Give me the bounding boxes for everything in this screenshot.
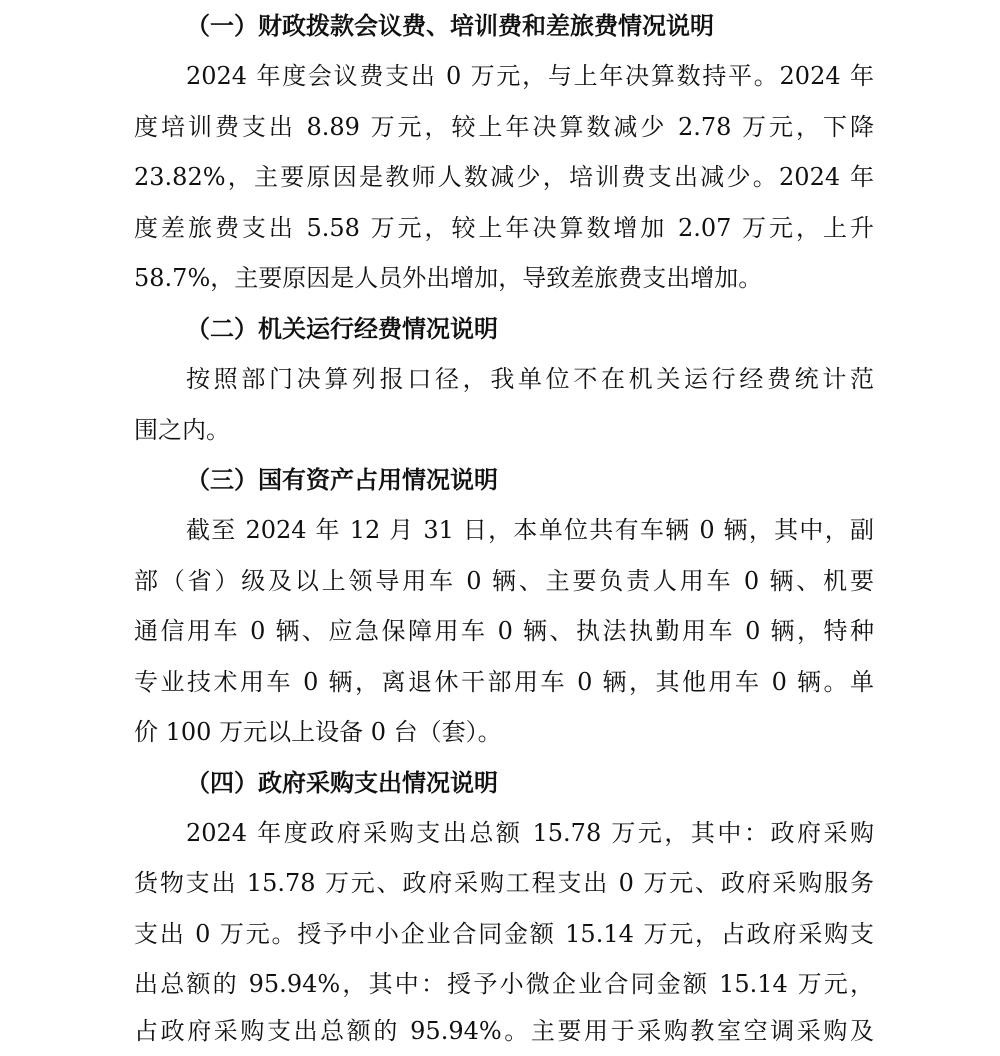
section-heading-4: （四）政府采购支出情况说明	[186, 768, 498, 797]
paragraph-line: 23.82%，主要原因是教师人数减少，培训费支出减少。2024 年	[134, 163, 874, 191]
paragraph-line: 价 100 万元以上设备 0 台（套）。	[134, 718, 502, 746]
paragraph-line: 度培训费支出 8.89 万元，较上年决算数减少 2.78 万元，下降	[134, 113, 874, 141]
section-heading-3: （三）国有资产占用情况说明	[186, 465, 498, 494]
paragraph-line: 货物支出 15.78 万元、政府采购工程支出 0 万元、政府采购服务	[134, 869, 874, 897]
paragraph-line: 2024 年度政府采购支出总额 15.78 万元，其中：政府采购	[186, 819, 874, 847]
paragraph-line: 度差旅费支出 5.58 万元，较上年决算数增加 2.07 万元，上升	[134, 214, 874, 242]
paragraph-line: 58.7%，主要原因是人员外出增加，导致差旅费支出增加。	[134, 264, 763, 292]
paragraph-line: 支出 0 万元。授予中小企业合同金额 15.14 万元，占政府采购支	[134, 920, 874, 948]
paragraph-line: 2024 年度会议费支出 0 万元，与上年决算数持平。2024 年	[186, 62, 874, 90]
paragraph-line: 部（省）级及以上领导用车 0 辆、主要负责人用车 0 辆、机要	[134, 567, 874, 595]
section-heading-2: （二）机关运行经费情况说明	[186, 314, 498, 343]
paragraph-line: 按照部门决算列报口径，我单位不在机关运行经费统计范	[186, 365, 874, 393]
paragraph-line: 占政府采购支出总额的 95.94%。主要用于采购教室空调采购及	[134, 1017, 874, 1045]
paragraph-line: 截至 2024 年 12 月 31 日，本单位共有车辆 0 辆，其中，副	[186, 516, 874, 544]
section-heading-1: （一）财政拨款会议费、培训费和差旅费情况说明	[186, 11, 714, 40]
paragraph-line: 专业技术用车 0 辆，离退休干部用车 0 辆，其他用车 0 辆。单	[134, 668, 874, 696]
paragraph-line: 通信用车 0 辆、应急保障用车 0 辆、执法执勤用车 0 辆，特种	[134, 617, 874, 645]
paragraph-line: 出总额的 95.94%，其中：授予小微企业合同金额 15.14 万元，	[134, 970, 874, 998]
paragraph-line: 围之内。	[134, 416, 230, 444]
